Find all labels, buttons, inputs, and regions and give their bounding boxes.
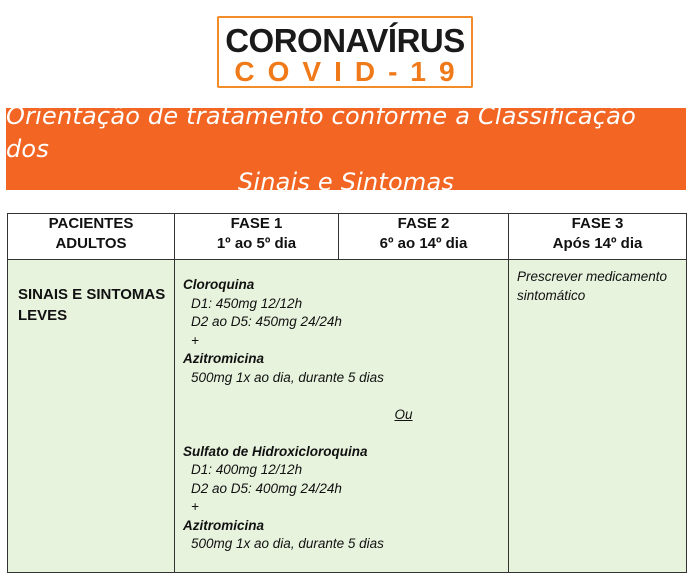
header-phase1-line2: 1º ao 5º dia: [216, 235, 297, 252]
header-patients: [8, 214, 175, 260]
plus-sign: +: [191, 499, 199, 514]
header-phase2-line1: FASE 2: [397, 215, 450, 232]
hidroxicloroquina-d2: D2 ao D5: 400mg 24/24h: [191, 480, 342, 496]
header-phase1-line1: FASE 1: [230, 215, 283, 232]
logo-covid19-text: COVID-19: [234, 56, 468, 87]
header-phase1: [175, 214, 339, 260]
cloroquina-d2: D2 ao D5: 450mg 24/24h: [191, 314, 342, 329]
title-banner: [6, 101, 686, 196]
phase3-cell: [509, 260, 687, 573]
header-phase3: [509, 214, 687, 260]
drug-azitromicina: Azitromicina: [183, 517, 265, 533]
banner-title-line1: Orientação de tratamento conforme a Classificação dos: [6, 101, 636, 163]
covid-logo: [217, 16, 473, 88]
or-separator: Ou: [394, 406, 413, 422]
phase3-text-line2: sintomático: [517, 287, 586, 303]
header-phase3-line2: Após 14º dia: [552, 235, 643, 252]
azitromicina-dose: 500mg 1x ao dia, durante 5 dias: [191, 536, 384, 551]
logo-coronavirus-text: CORONAVÍRUS: [225, 22, 465, 59]
header-patients-line2: ADULTOS: [55, 235, 127, 252]
header-phase3-line1: FASE 3: [571, 215, 624, 232]
treatment-table: [7, 213, 687, 573]
row-label-line1: SINAIS E SINTOMAS: [18, 286, 166, 303]
drug-cloroquina: Cloroquina: [183, 277, 255, 292]
drug-hidroxicloroquina: Sulfato de Hidroxicloroquina: [183, 443, 368, 459]
azitromicina-dose: 500mg 1x ao dia, durante 5 dias: [191, 369, 384, 385]
hidroxicloroquina-d1: D1: 400mg 12/12h: [191, 462, 303, 477]
plus-sign: +: [191, 332, 199, 348]
header-phase2-line2: 6º ao 14º dia: [379, 235, 468, 252]
cloroquina-d1: D1: 450mg 12/12h: [191, 295, 303, 311]
phase12-cell: [175, 260, 509, 573]
row-label-line2: LEVES: [18, 307, 68, 324]
header-phase2: [339, 214, 509, 260]
header-patients-line1: PACIENTES: [48, 215, 134, 232]
phase3-text-line1: Prescrever medicamento: [517, 269, 668, 284]
table-row: [8, 260, 687, 573]
drug-azitromicina: Azitromicina: [183, 351, 265, 366]
banner-title-line2: Sinais e Sintomas: [237, 167, 455, 196]
row-label-cell: [8, 260, 175, 573]
table-header-row: [8, 214, 687, 260]
